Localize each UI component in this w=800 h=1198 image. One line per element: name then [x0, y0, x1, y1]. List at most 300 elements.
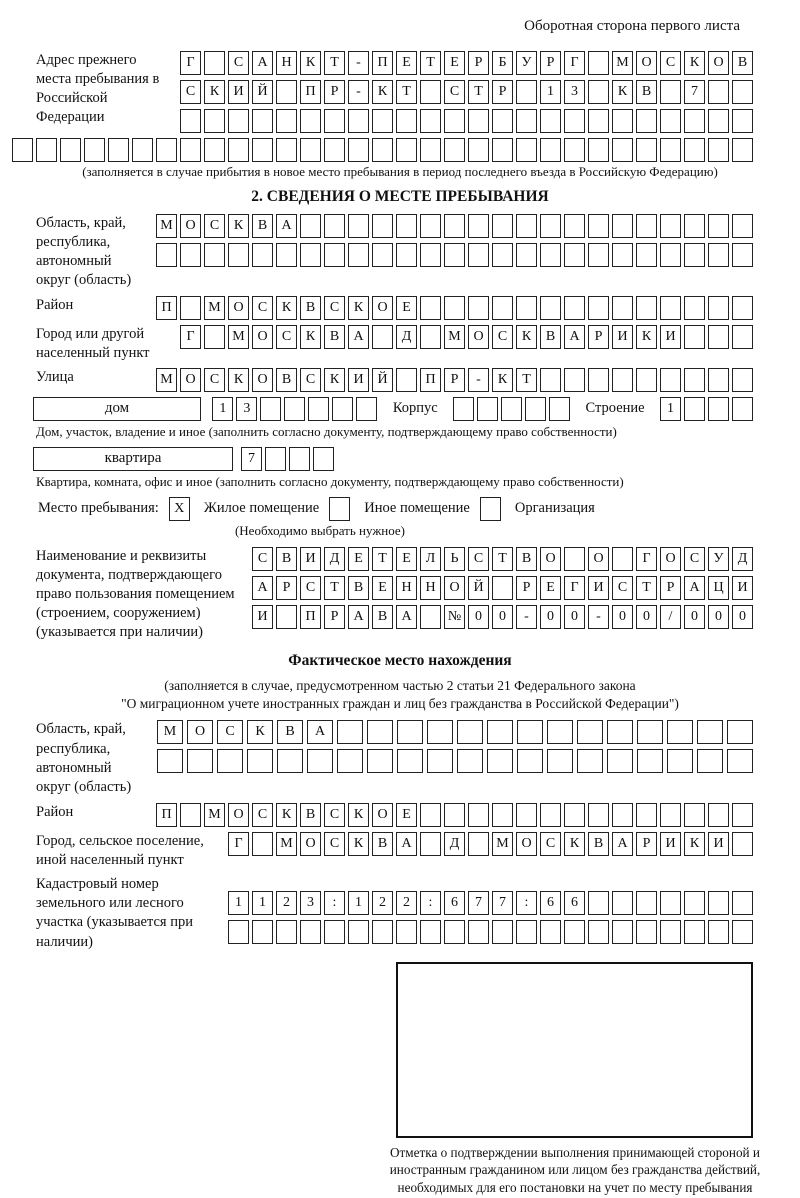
char-cell: В — [324, 325, 345, 349]
char-cell — [684, 243, 705, 267]
char-cell — [516, 803, 537, 827]
stay-ulitsa-row — [156, 368, 753, 392]
dom-row — [33, 397, 753, 421]
char-cell — [564, 368, 585, 392]
char-cell: К — [300, 51, 321, 75]
char-cell — [372, 109, 393, 133]
char-cell: - — [588, 605, 609, 629]
raion-label: Район — [36, 296, 74, 313]
checkbox-zhiloe[interactable]: X — [169, 497, 190, 521]
stay-gorod-field — [36, 325, 753, 363]
char-cell: О — [187, 720, 213, 744]
char-cell — [308, 397, 329, 421]
char-cell: О — [180, 214, 201, 238]
char-cell: Д — [396, 325, 417, 349]
char-cell — [667, 720, 693, 744]
char-cell — [228, 138, 249, 162]
char-cell — [307, 749, 333, 773]
char-cell — [684, 397, 705, 421]
char-cell — [732, 891, 753, 915]
char-cell — [667, 749, 693, 773]
char-cell: В — [300, 803, 321, 827]
char-cell: В — [540, 325, 561, 349]
char-cell — [660, 138, 681, 162]
char-cell — [332, 397, 353, 421]
actual-gorod-row — [228, 832, 753, 856]
char-cell: А — [252, 51, 273, 75]
char-cell: К — [684, 51, 705, 75]
char-cell: С — [252, 547, 273, 571]
char-cell: С — [468, 547, 489, 571]
char-cell — [396, 138, 417, 162]
char-cell — [540, 803, 561, 827]
char-cell: С — [300, 576, 321, 600]
kvartira-type-box: квартира — [33, 447, 233, 471]
char-cell — [577, 720, 603, 744]
char-cell: С — [612, 576, 633, 600]
char-cell — [457, 720, 483, 744]
char-cell — [708, 920, 729, 944]
place-type-label: Место пребывания: — [38, 500, 159, 517]
char-cell — [36, 138, 57, 162]
char-cell: Б — [492, 51, 513, 75]
char-cell: О — [468, 325, 489, 349]
char-cell — [204, 109, 225, 133]
char-cell — [732, 109, 753, 133]
char-cell: К — [348, 803, 369, 827]
char-cell — [612, 296, 633, 320]
char-cell — [612, 803, 633, 827]
char-cell — [660, 80, 681, 104]
char-cell — [180, 243, 201, 267]
char-cell — [684, 296, 705, 320]
char-cell — [252, 109, 273, 133]
char-cell: П — [420, 368, 441, 392]
char-cell — [660, 891, 681, 915]
char-cell: И — [732, 576, 753, 600]
char-cell — [180, 296, 201, 320]
dom-number-cells — [212, 397, 377, 421]
char-cell — [540, 138, 561, 162]
char-cell: Н — [276, 51, 297, 75]
dom-type-box: дом — [33, 397, 201, 421]
char-cell: 0 — [732, 605, 753, 629]
char-cell — [84, 138, 105, 162]
char-cell: 1 — [228, 891, 249, 915]
char-cell: А — [564, 325, 585, 349]
char-cell — [612, 547, 633, 571]
char-cell — [708, 397, 729, 421]
char-cell — [108, 138, 129, 162]
char-cell — [60, 138, 81, 162]
char-cell: Р — [324, 80, 345, 104]
prev-address-label: Адрес прежнего места пребывания в Российской Федерации — [36, 52, 160, 126]
char-cell — [420, 296, 441, 320]
char-cell: 2 — [276, 891, 297, 915]
char-cell — [660, 243, 681, 267]
char-cell: О — [300, 832, 321, 856]
char-cell: С — [228, 51, 249, 75]
char-cell: 1 — [252, 891, 273, 915]
char-cell — [276, 605, 297, 629]
char-cell — [549, 397, 570, 421]
stay-oblast-row-1 — [156, 214, 753, 238]
checkbox-inoe[interactable] — [329, 497, 350, 521]
char-cell — [516, 214, 537, 238]
stroenie-cells — [660, 397, 753, 421]
korpus-cells — [453, 397, 570, 421]
char-cell: Ь — [444, 547, 465, 571]
char-cell — [396, 214, 417, 238]
char-cell: Й — [468, 576, 489, 600]
char-cell: В — [348, 576, 369, 600]
char-cell: Т — [492, 547, 513, 571]
char-cell: : — [420, 891, 441, 915]
char-cell: С — [684, 547, 705, 571]
char-cell — [588, 243, 609, 267]
char-cell — [324, 109, 345, 133]
char-cell: В — [372, 605, 393, 629]
char-cell — [684, 325, 705, 349]
stay-oblast-row-2 — [156, 243, 753, 267]
char-cell — [660, 368, 681, 392]
char-cell — [588, 803, 609, 827]
char-cell: И — [228, 80, 249, 104]
char-cell — [284, 397, 305, 421]
char-cell: 1 — [212, 397, 233, 421]
char-cell: 3 — [300, 891, 321, 915]
option-organizatsiya-label: Организация — [514, 500, 595, 517]
char-cell — [276, 243, 297, 267]
char-cell — [516, 296, 537, 320]
char-cell: О — [228, 296, 249, 320]
char-cell — [708, 214, 729, 238]
char-cell: А — [612, 832, 633, 856]
char-cell — [132, 138, 153, 162]
char-cell: К — [324, 368, 345, 392]
char-cell — [588, 368, 609, 392]
char-cell — [276, 138, 297, 162]
char-cell: Н — [396, 576, 417, 600]
char-cell: 7 — [468, 891, 489, 915]
char-cell: Д — [732, 547, 753, 571]
char-cell: К — [516, 325, 537, 349]
char-cell — [372, 138, 393, 162]
char-cell — [732, 397, 753, 421]
char-cell: / — [660, 605, 681, 629]
char-cell — [420, 80, 441, 104]
char-cell: К — [348, 832, 369, 856]
char-cell: К — [276, 296, 297, 320]
char-cell: В — [276, 547, 297, 571]
char-cell — [453, 397, 474, 421]
korpus-label: Корпус — [392, 400, 438, 417]
char-cell: Г — [636, 547, 657, 571]
char-cell — [636, 214, 657, 238]
char-cell: 0 — [612, 605, 633, 629]
char-cell: С — [204, 214, 225, 238]
char-cell — [732, 214, 753, 238]
char-cell: В — [588, 832, 609, 856]
char-cell — [540, 109, 561, 133]
char-cell — [492, 243, 513, 267]
char-cell — [468, 832, 489, 856]
char-cell — [324, 920, 345, 944]
char-cell — [492, 920, 513, 944]
char-cell: Л — [420, 547, 441, 571]
section-2-title: 2. СВЕДЕНИЯ О МЕСТЕ ПРЕБЫВАНИЯ — [251, 188, 549, 205]
char-cell: М — [156, 368, 177, 392]
char-cell — [492, 803, 513, 827]
char-cell: О — [444, 576, 465, 600]
stay-ulitsa-field — [36, 368, 753, 392]
char-cell: Р — [516, 576, 537, 600]
char-cell — [636, 243, 657, 267]
char-cell — [348, 243, 369, 267]
char-cell: 0 — [492, 605, 513, 629]
char-cell: А — [348, 325, 369, 349]
prev-address-field — [36, 51, 753, 133]
actual-raion-field — [36, 803, 753, 827]
char-cell: А — [276, 214, 297, 238]
char-cell — [547, 720, 573, 744]
char-cell — [708, 325, 729, 349]
char-cell: У — [708, 547, 729, 571]
char-cell — [732, 803, 753, 827]
char-cell: В — [732, 51, 753, 75]
char-cell — [564, 547, 585, 571]
char-cell: П — [300, 80, 321, 104]
char-cell: Г — [564, 576, 585, 600]
char-cell: К — [348, 296, 369, 320]
char-cell — [492, 138, 513, 162]
char-cell — [300, 243, 321, 267]
actual-location-note-1: (заполняется в случае, предусмотренном частью 2 статьи 21 Федерального закона — [164, 678, 636, 694]
char-cell — [444, 296, 465, 320]
char-cell — [697, 720, 723, 744]
char-cell: С — [324, 803, 345, 827]
char-cell: А — [396, 605, 417, 629]
char-cell — [444, 243, 465, 267]
char-cell: В — [252, 214, 273, 238]
char-cell — [180, 138, 201, 162]
char-cell — [612, 243, 633, 267]
char-cell — [324, 138, 345, 162]
char-cell — [588, 51, 609, 75]
char-cell: И — [612, 325, 633, 349]
char-cell: 0 — [708, 605, 729, 629]
char-cell: 0 — [564, 605, 585, 629]
char-cell — [396, 920, 417, 944]
char-cell — [372, 214, 393, 238]
char-cell: О — [252, 368, 273, 392]
char-cell: Т — [396, 80, 417, 104]
char-cell: - — [348, 80, 369, 104]
char-cell — [420, 214, 441, 238]
char-cell: С — [300, 368, 321, 392]
char-cell — [337, 749, 363, 773]
char-cell — [637, 720, 663, 744]
actual-raion-label: Район — [36, 803, 74, 820]
char-cell: А — [348, 605, 369, 629]
oblast-label: Область, край, республика, автономный округ (область) — [36, 215, 132, 289]
char-cell — [356, 397, 377, 421]
char-cell: И — [300, 547, 321, 571]
char-cell — [660, 296, 681, 320]
char-cell: 2 — [372, 891, 393, 915]
char-cell: В — [372, 832, 393, 856]
char-cell: 1 — [348, 891, 369, 915]
char-cell — [444, 214, 465, 238]
char-cell — [252, 243, 273, 267]
char-cell — [204, 325, 225, 349]
char-cell — [487, 720, 513, 744]
char-cell: К — [612, 80, 633, 104]
char-cell — [372, 243, 393, 267]
char-cell: И — [660, 832, 681, 856]
char-cell: М — [444, 325, 465, 349]
char-cell — [636, 109, 657, 133]
char-cell — [588, 296, 609, 320]
char-cell — [588, 138, 609, 162]
char-cell — [427, 720, 453, 744]
char-cell — [564, 803, 585, 827]
kvartira-cells — [241, 447, 334, 471]
char-cell — [516, 920, 537, 944]
char-cell — [612, 138, 633, 162]
char-cell — [348, 214, 369, 238]
prev-address-row-1 — [180, 51, 753, 75]
char-cell — [564, 214, 585, 238]
char-cell: О — [372, 296, 393, 320]
char-cell: 2 — [396, 891, 417, 915]
char-cell — [252, 832, 273, 856]
char-cell — [444, 803, 465, 827]
char-cell: : — [516, 891, 537, 915]
char-cell — [660, 214, 681, 238]
char-cell — [607, 749, 633, 773]
document-row-1 — [252, 547, 753, 571]
gorod-label: Город или другой населенный пункт — [36, 325, 150, 361]
char-cell — [517, 720, 543, 744]
char-cell — [367, 749, 393, 773]
char-cell — [367, 720, 393, 744]
char-cell — [540, 368, 561, 392]
char-cell: М — [157, 720, 183, 744]
char-cell — [564, 920, 585, 944]
char-cell: 7 — [684, 80, 705, 104]
char-cell: В — [516, 547, 537, 571]
char-cell: О — [540, 547, 561, 571]
char-cell — [324, 214, 345, 238]
char-cell — [300, 138, 321, 162]
char-cell: Р — [468, 51, 489, 75]
char-cell: М — [492, 832, 513, 856]
char-cell — [492, 214, 513, 238]
char-cell — [204, 51, 225, 75]
char-cell — [588, 109, 609, 133]
char-cell — [588, 214, 609, 238]
char-cell: П — [156, 296, 177, 320]
char-cell — [684, 920, 705, 944]
char-cell: Р — [324, 605, 345, 629]
char-cell: Д — [324, 547, 345, 571]
actual-oblast-row-1 — [157, 720, 753, 744]
char-cell: А — [307, 720, 333, 744]
char-cell: М — [228, 325, 249, 349]
char-cell — [708, 803, 729, 827]
char-cell — [396, 368, 417, 392]
char-cell — [516, 109, 537, 133]
char-cell: А — [684, 576, 705, 600]
char-cell — [636, 296, 657, 320]
char-cell — [708, 243, 729, 267]
char-cell: Т — [516, 368, 537, 392]
char-cell: О — [660, 547, 681, 571]
char-cell: В — [300, 296, 321, 320]
char-cell: Т — [468, 80, 489, 104]
char-cell: К — [492, 368, 513, 392]
char-cell: С — [217, 720, 243, 744]
char-cell — [427, 749, 453, 773]
char-cell — [492, 296, 513, 320]
char-cell: В — [636, 80, 657, 104]
char-cell — [540, 920, 561, 944]
char-cell: И — [588, 576, 609, 600]
char-cell — [420, 138, 441, 162]
char-cell: 6 — [564, 891, 585, 915]
char-cell: А — [396, 832, 417, 856]
char-cell — [516, 243, 537, 267]
char-cell — [636, 891, 657, 915]
char-cell — [516, 80, 537, 104]
char-cell: М — [612, 51, 633, 75]
char-cell — [588, 920, 609, 944]
document-field — [36, 547, 753, 643]
char-cell: М — [276, 832, 297, 856]
char-cell — [612, 891, 633, 915]
actual-gorod-field — [36, 832, 753, 870]
char-cell: В — [277, 720, 303, 744]
char-cell: Р — [444, 368, 465, 392]
char-cell — [372, 920, 393, 944]
char-cell — [492, 109, 513, 133]
char-cell — [228, 920, 249, 944]
char-cell: Р — [492, 80, 513, 104]
char-cell: 6 — [444, 891, 465, 915]
char-cell: - — [516, 605, 537, 629]
char-cell — [732, 832, 753, 856]
char-cell — [420, 325, 441, 349]
char-cell — [477, 397, 498, 421]
char-cell — [492, 576, 513, 600]
char-cell — [260, 397, 281, 421]
char-cell — [300, 920, 321, 944]
option-zhiloe-label: Жилое помещение — [203, 500, 320, 517]
char-cell — [588, 891, 609, 915]
char-cell — [732, 243, 753, 267]
char-cell — [540, 214, 561, 238]
char-cell: М — [156, 214, 177, 238]
kvartira-row — [33, 447, 753, 471]
stamp-note: Отметка о подтверждении выполнения принимающей стороной и иностранным гражданином или лицом без гражданства действий, необходимых для его постановки на учет по месту пребывания — [389, 1144, 761, 1196]
char-cell — [156, 243, 177, 267]
dom-caption: Дом, участок, владение и иное (заполнить согласно документу, подтверждающему право собственности) — [36, 423, 617, 439]
checkbox-organizatsiya[interactable] — [480, 497, 501, 521]
char-cell — [396, 109, 417, 133]
char-cell — [204, 138, 225, 162]
char-cell — [468, 109, 489, 133]
